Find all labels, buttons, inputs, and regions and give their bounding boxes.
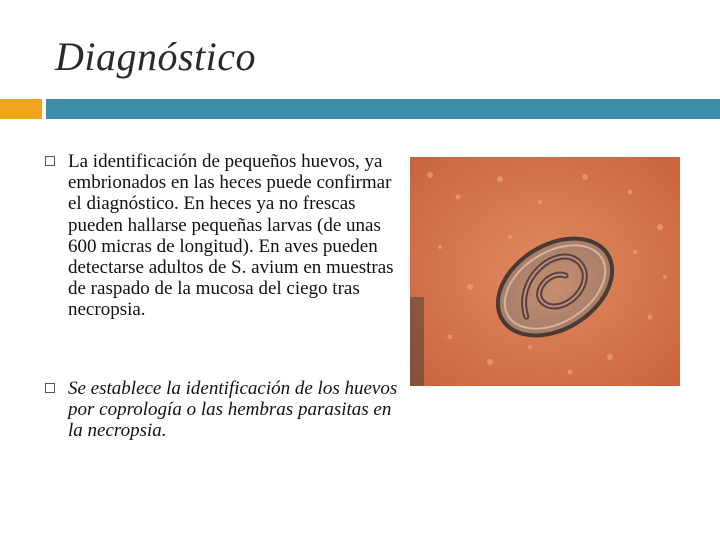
bullet-square-icon — [45, 156, 55, 166]
accent-bar-teal — [46, 99, 720, 119]
accent-bar-orange — [0, 99, 42, 119]
bullet-square-icon — [45, 383, 55, 393]
slide-title: Diagnóstico — [55, 34, 257, 79]
microscopy-egg-image — [410, 157, 680, 386]
microscopy-egg-illustration — [410, 157, 680, 386]
bullet-text-diagnosis: La identificación de pequeños huevos, ya embrionados en las heces puede confirmar el diagnóstico. En heces ya no frescas pueden hallarse pequeñas larvas (de unas 600 micras de longitud). En aves pueden detectarse adultos de S. avium en muestras de raspado de la mucosa del ciego tras necropsia. — [68, 151, 394, 321]
bullet-text-identification: Se establece la identificación de los huevos por coprología o las hembras parasitas en la necropsia. — [68, 378, 398, 442]
